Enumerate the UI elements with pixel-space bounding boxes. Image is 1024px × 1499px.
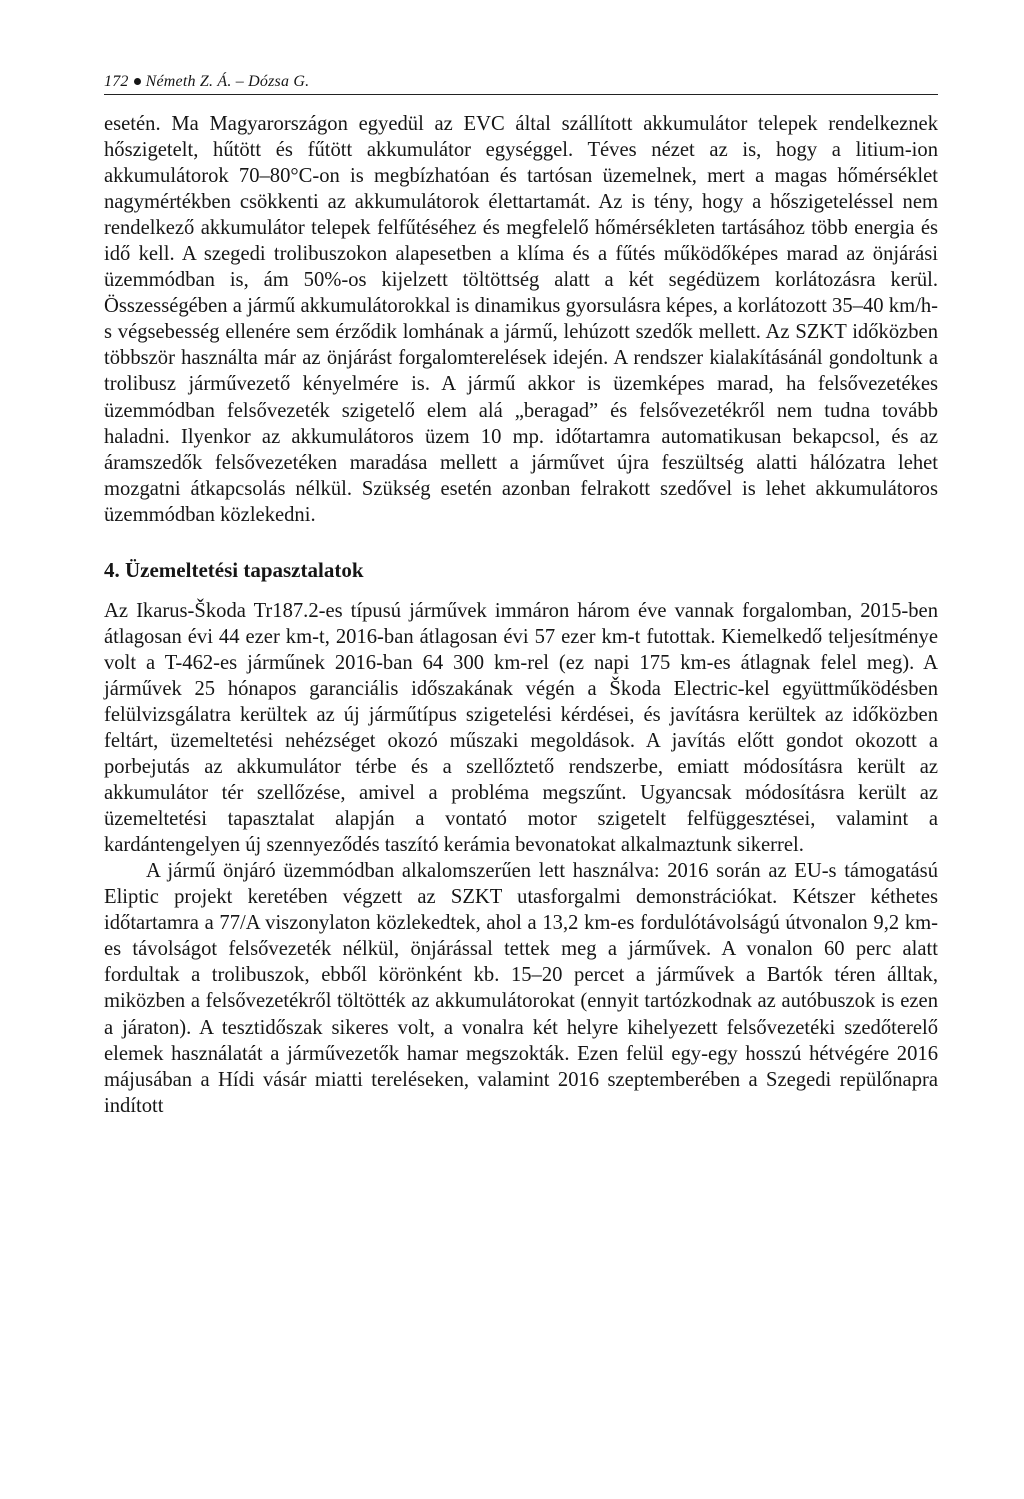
running-header: [104, 72, 938, 95]
paragraph-operations-experience: Az Ikarus-Škoda Tr187.2-es típusú járművek immáron három éve vannak forgalomban, 2015-ben átlagosan évi 44 ezer km-t, 2016-ban átlagosan évi 57 ezer km-t futottak. Kiemelkedő teljesítménye volt a T-462-es járműnek 2016-ban 64 300 km-rel (ez napi 175 km-es átlagnak felel meg). A járművek 25 hónapos garanciális időszakának végén a Škoda Electric-kel együttműködésben felülvizsgálatra kerültek az új járműtípus szigetelési kérdései, és javításra kerültek az időközben feltárt, üzemeltetési nehézséget okozó műszaki megoldások. A javítás előtt gondot okozott a porbejutás az akkumulátor térbe és a szellőztető rendszerbe, emiatt módosításra került az akkumulátor tér szellőzése, amivel a probléma megszűnt. Ugyancsak módosításra került az üzemeltetési tapasztalat alapján a vontató motor szigetelt felfüggesztései, valamint a kardántengelyen új szennyeződés taszító kerámia bevonatokat alkalmaztunk sikerrel.: [104, 599, 938, 857]
bullet-separator-icon: [134, 78, 141, 85]
paragraph-battery-mode-usage: A jármű önjáró üzemmódban alkalomszerűen lett használva: 2016 során az EU-s támogatású Eliptic projekt keretében végzett az SZKT utasforgalmi demonstrációkat. Kétszer kéthetes időtartamra a 77/A viszonylaton közlekedtek, ahol a 13,2 km-es fordulótávolságú útvonalon 9,2 km-es távolságot felsővezeték nélkül, önjárással tettek meg a járművek. A vonalon 60 perc alatt fordultak a trolibuszok, ebből körönként kb. 15–20 percet a járművek a Bartók téren álltak, miközben a felsővezetékről töltötték az akkumulátorokat (ennyit tartózkodnak az autóbuszok is ezen a járaton). A tesztidőszak sikeres volt, a vonalra két helyre kihelyezett felsővezetéki szedőterelő elemek használatát a járművezetők hamar megszokták. Ezen felül egy-egy hosszú hétvégére 2016 májusában a Hídi vásár miatti tereléseken, valamint 2016 szeptemberében a Szegedi repülőnapra indított: [104, 860, 938, 1117]
page-number: 172: [104, 73, 129, 90]
paragraph-continuation: esetén. Ma Magyarországon egyedül az EVC által szállított akkumulátor telepek rendelkeznek hőszigetelt, hűtött és fűtött akkumulátor egységgel. Téves nézet az is, hogy a litium-ion akkumulátorok 70–80°C-on is megbízhatóan és tartósan üzemelnek, mert a magas hőmérséklet nagymértékben csökkenti az akkumulátorok élettartamát. Az is tény, hogy a hőszigeteléssel nem rendelkező akkumulátor telepek felfűtéséhez és megfelelő hőmérsékleten tartásához több energia és idő kell. A szegedi trolibuszokon alapesetben a klíma és a fűtés működőképes marad az önjárási üzemmódban is, ám 50%-os kijelzett töltöttség alatt a két segédüzem korlátozásra kerül. Összességében a jármű akkumulátorokkal is dinamikus gyorsulásra képes, a korlátozott 35–40 km/h-s végsebesség ellenére sem érződik lomhának a jármű, lehúzott szedők mellett. Az SZKT időközben többször használta már az önjárást forgalomterelések idején. A rendszer kialakításánál gondoltunk a trolibusz járművezető kényelmére is. A jármű akkor is üzemképes marad, ha felsővezetékes üzemmódban felsővezeték szigetelő elem alá „beragad” és felsővezetékről nem tudna tovább haladni. Ilyenkor az akkumulátoros üzem 10 mp. időtartamra automatikusan bekapcsol, és az áramszedők felsővezetéken maradása mellett a járművet újra feszültség alatti hálózatra lehet mozgatni átkapcsolás nélkül. Szükség esetén azonban felrakott szedővel is lehet akkumulátoros üzemmódban közlekedni.: [104, 113, 938, 526]
running-header-authors: Németh Z. Á. – Dózsa G.: [145, 73, 310, 90]
document-page: [104, 72, 938, 1119]
section-heading: 4. Üzemeltetési tapasztalatok: [104, 557, 364, 582]
